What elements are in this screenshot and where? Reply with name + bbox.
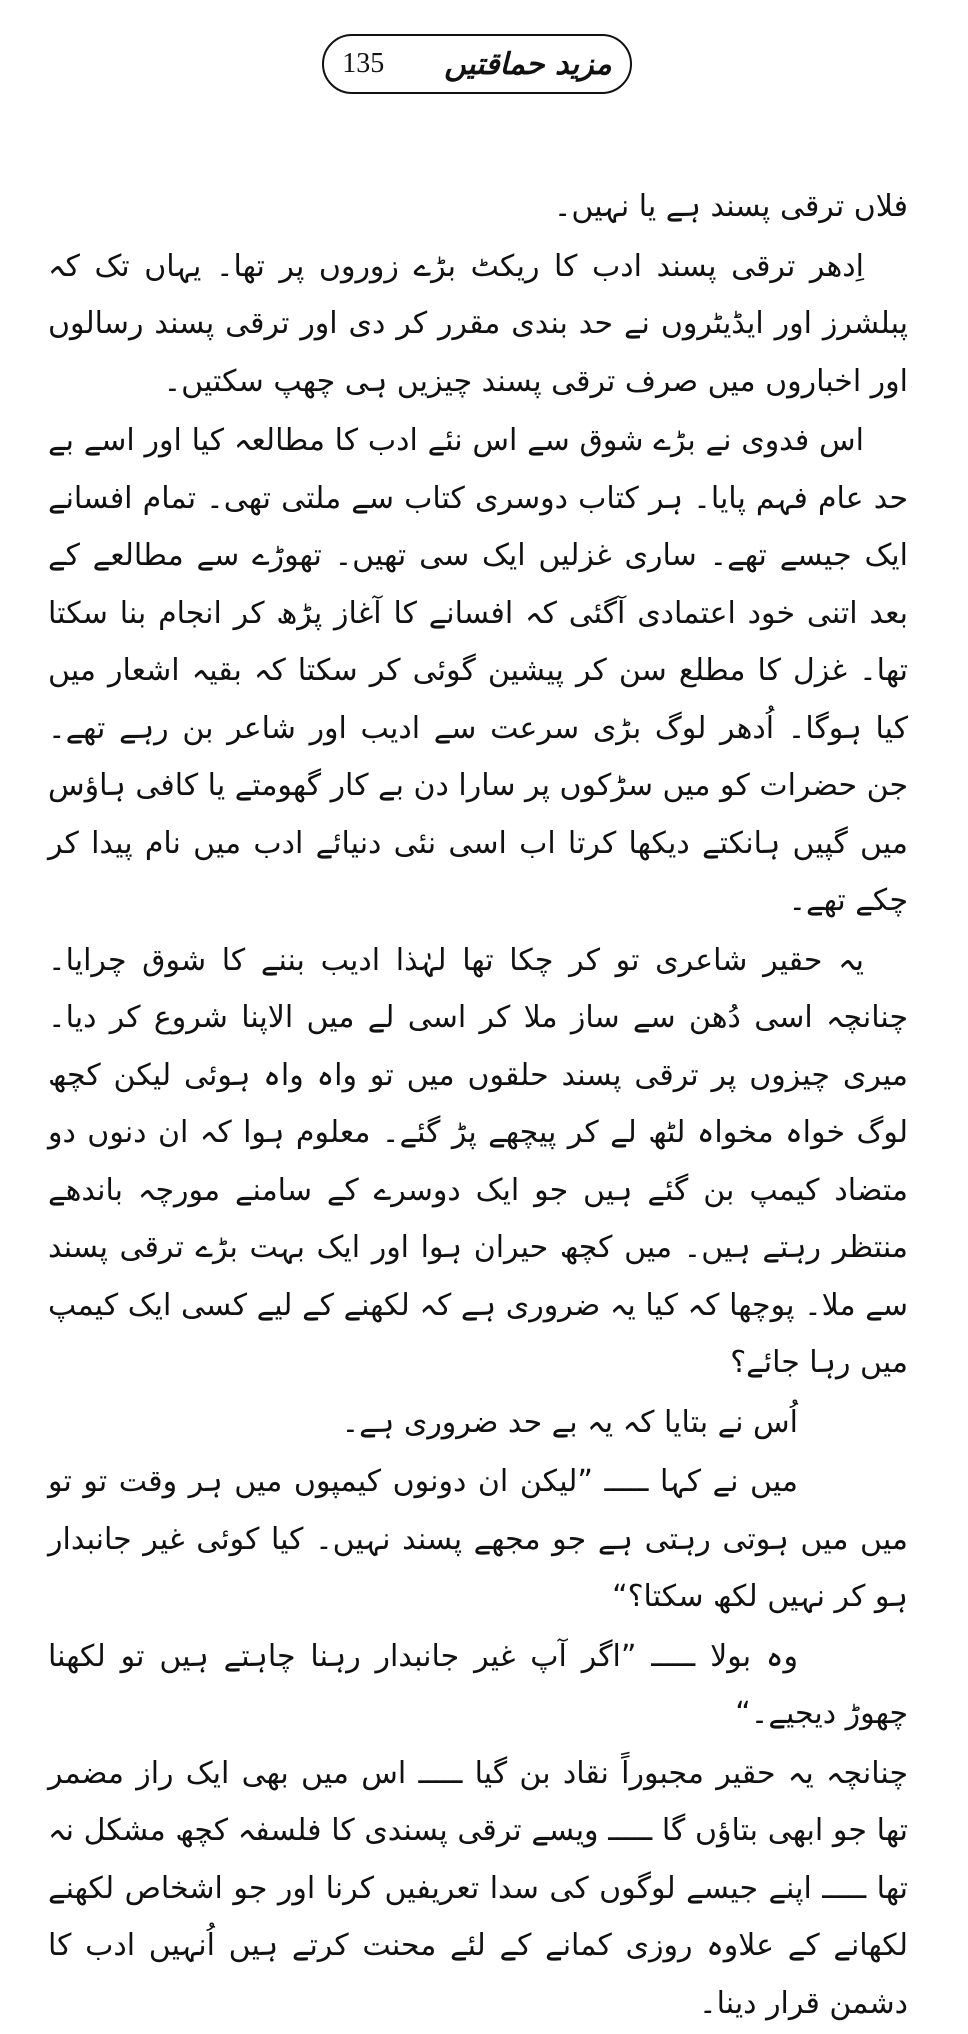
paragraph: وہ بولا ـــــ ”اگر آپ غیر جانبدار رہنا چاہتے ہیں تو لکھنا چھوڑ دیجیے۔“ — [48, 1638, 908, 1731]
paragraph: فلاں ترقی پسند ہے یا نہیں۔ — [553, 189, 908, 224]
page-number: 135 — [342, 48, 385, 79]
body-text — [48, 178, 908, 2034]
paragraph: اُس نے بتایا کہ یہ بے حد ضروری ہے۔ — [341, 1404, 798, 1440]
book-title: مزید حماقتیں — [444, 46, 612, 82]
paragraph: میں نے کہا ـــــ ”لیکن ان دونوں کیمپوں میں ہر وقت تو تو میں میں ہوتی رہتی ہے جو مجھے پسند نہیں۔ کیا کوئی غیر جانبدار ہو کر نہیں لکھ سکتا؟“ — [48, 1464, 908, 1614]
paragraph: اس فدوی نے بڑے شوق سے اس نئے ادب کا مطالعہ کیا اور اسے بے حد عام فہم پایا۔ ہر کتاب دوسری کتاب سے ملتی تھی۔ تمام افسانے ایک جیسے تھے۔ ساری غزلیں ایک سی تھیں۔ تھوڑے سے مطالعے کے بعد اتنی خود اعتمادی آگئی کہ افسانے کا آغاز پڑھ کر انجام بنا سکتا تھا۔ غزل کا مطلع سن کر پیشین گوئی کر سکتا کہ بقیہ اشعار میں کیا ہوگا۔ اُدھر لوگ بڑی سرعت سے ادیب اور شاعر بن رہے تھے۔ جن حضرات کو میں سڑکوں پر سارا دن بے کار گھومتے یا کافی ہاؤس میں گپیں ہانکتے دیکھا کرتا اب اسی نئی دنیائے ادب میں نام پیدا کر چکے تھے۔ — [48, 423, 908, 918]
paragraph: یہ حقیر شاعری تو کر چکا تھا لہٰذا ادیب بننے کا شوق چرایا۔ چنانچہ اسی دُھن سے ساز ملا کر اسی لے میں الاپنا شروع کر دیا۔ میری چیزوں پر ترقی پسند حلقوں میں تو واہ واہ ہوئی لیکن کچھ لوگ خواہ مخواہ لٹھ لے کر پیچھے پڑ گئے۔ معلوم ہوا کہ ان دنوں دو متضاد کیمپ بن گئے ہیں جو ایک دوسرے کے سامنے مورچہ باندھے منتظر رہتے ہیں۔ میں کچھ حیران ہوا اور ایک بہت بڑے ترقی پسند سے ملا۔ پوچھا کہ کیا یہ ضروری ہے کہ لکھنے کے لیے کسی ایک کیمپ میں رہا جائے؟ — [48, 942, 908, 1380]
running-header — [322, 34, 632, 94]
paragraph: اِدھر ترقی پسند ادب کا ریکٹ بڑے زوروں پر تھا۔ یہاں تک کہ پبلشرز اور ایڈیٹروں نے حد بندی مقرر کر دی اور ترقی پسند رسالوں اور اخباروں میں صرف ترقی پسند چیزیں ہی چھپ سکتیں۔ — [48, 248, 908, 399]
paragraph: چنانچہ یہ حقیر مجبوراً نقاد بن گیا ـــــ اس میں بھی ایک راز مضمر تھا جو ابھی بتاؤں گا ـــــ ویسے ترقی پسندی کا فلسفہ کچھ مشکل نہ تھا ـــــ اپنے جیسے لوگوں کی سدا تعریفیں کرنا اور جو اشخاص لکھنے لکھانے کے علاوہ روزی کمانے کے لئے محنت کرتے ہیں اُنہیں ادب کا دشمن قرار دینا۔ — [48, 1755, 908, 2021]
